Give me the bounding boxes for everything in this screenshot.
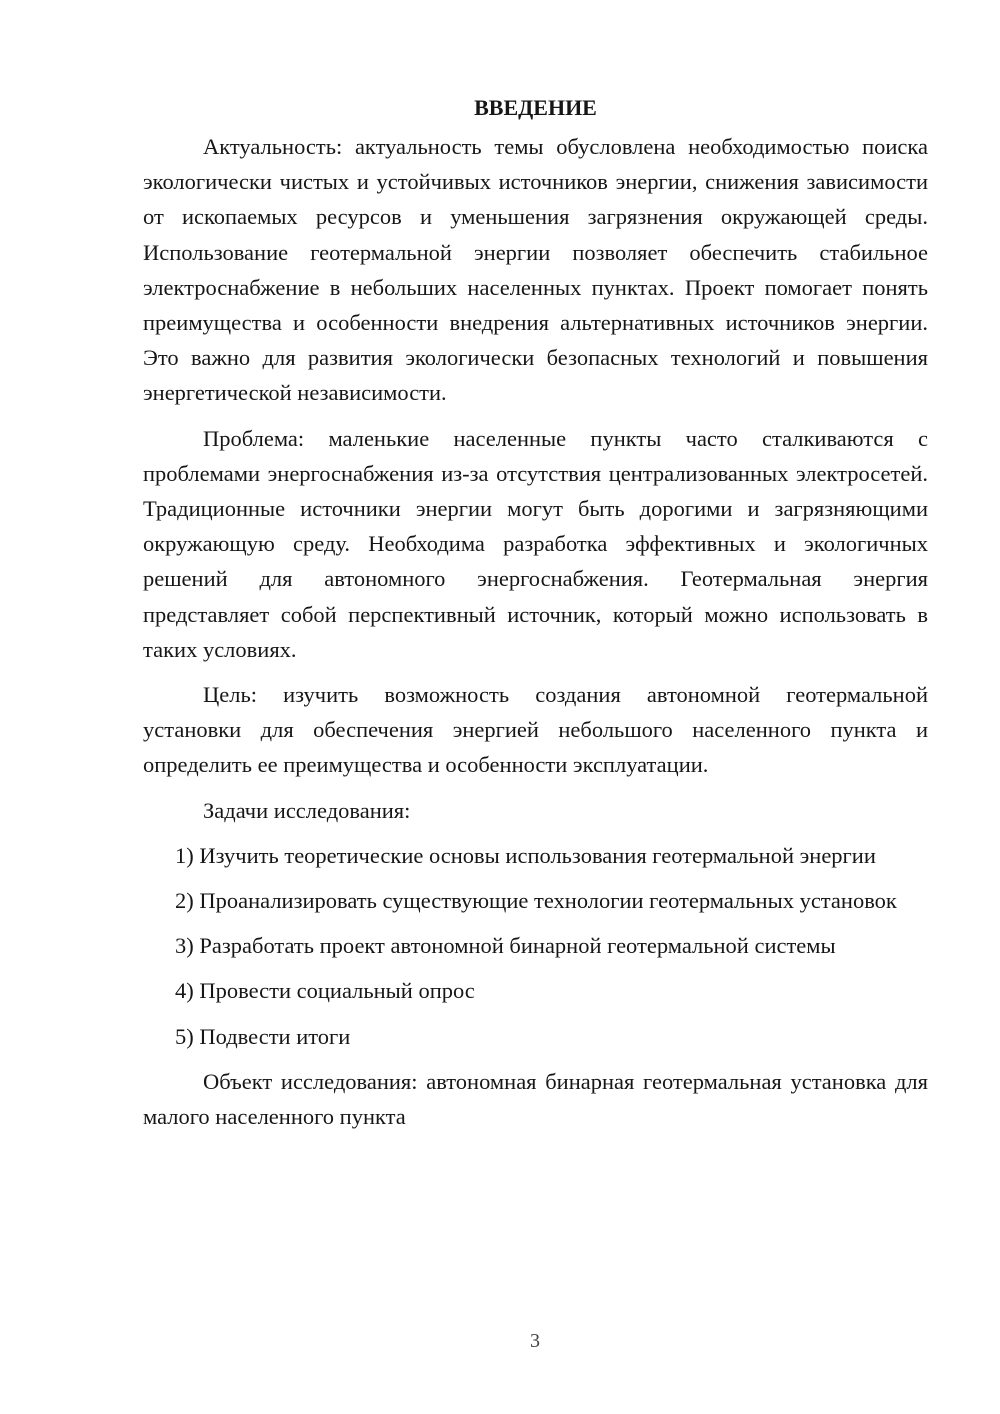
object-paragraph: Объект исследования: автономная бинарная геотермальная установка для малого населенного пункта — [143, 1068, 928, 1130]
relevance-paragraph: Актуальность: актуальность темы обусловлена необходимостью поиска экологически чистых и устойчивых источников энергии, снижения зависимости от ископаемых ресурсов и уменьшения загрязнения окружающей среды. Использование геотермальной энергии позволяет обеспечить стабильное электроснабжение в небольших населенных пунктах. Проект помогает понять преимущества и особенности внедрения альтернативных источников энергии. Это важно для развития экологически безопасных технологий и повышения энергетической независимости. — [143, 134, 928, 406]
task-item-3: 3) Разработать проект автономной бинарной геотермальной системы — [175, 933, 836, 959]
document-page — [143, 90, 928, 1134]
task-item-4: 4) Провести социальный опрос — [175, 978, 475, 1004]
task-item-2: 2) Проанализировать существующие технологии геотермальных установок — [175, 888, 897, 914]
task-item-5: 5) Подвести итоги — [175, 1023, 351, 1049]
goal-paragraph: Цель: изучить возможность создания автономной геотермальной установки для обеспечения энергией небольшого населенного пункта и определить ее преимущества и особенности эксплуатации. — [143, 682, 928, 778]
task-item-1: 1) Изучить теоретические основы использования геотермальной энергии — [175, 842, 876, 868]
page-number: 3 — [530, 1330, 540, 1352]
section-title: ВВЕДЕНИЕ — [474, 95, 597, 120]
problem-paragraph: Проблема: маленькие населенные пункты часто сталкиваются с проблемами энергоснабжения из-за отсутствия централизованных электросетей. Традиционные источники энергии могут быть дорогими и загрязняющими окружающую среду. Необходима разработка эффективных и экологичных решений для автономного энергоснабжения. Геотермальная энергия представляет собой перспективный источник, который можно использовать в таких условиях. — [143, 425, 928, 662]
tasks-heading: Задачи исследования: — [203, 797, 411, 823]
